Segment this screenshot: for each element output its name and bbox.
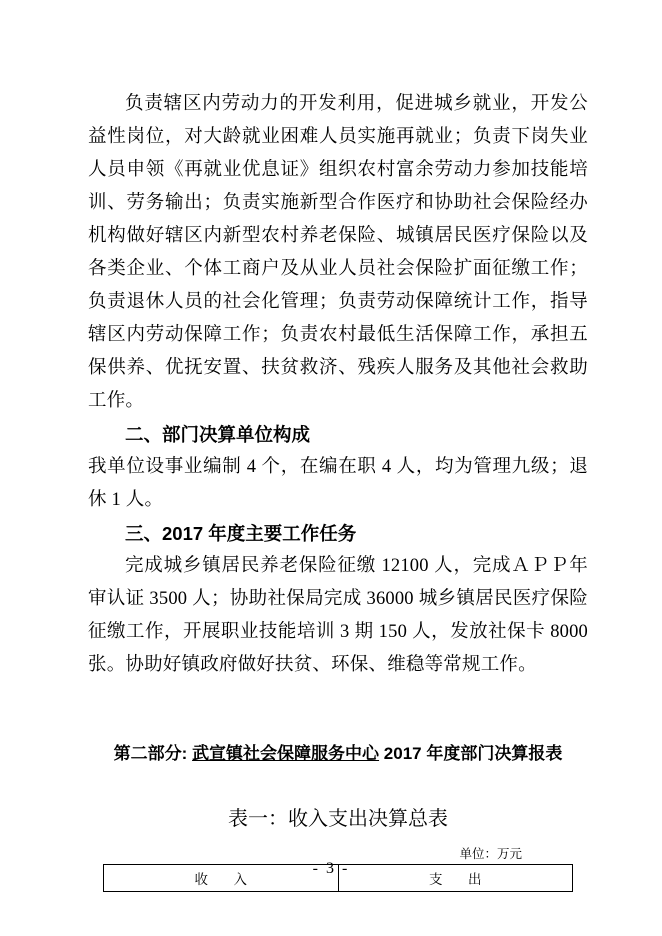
heading-section-two: 二、部门决算单位构成 <box>125 424 311 445</box>
heading-section-three: 三、2017 年度主要工作任务 <box>125 523 357 544</box>
part-two-title-suffix: 2017 年度部门决算报表 <box>383 744 563 763</box>
table-one-title: 表一：收入支出决算总表 <box>228 808 448 830</box>
vertical-spacer-2 <box>88 768 588 804</box>
page-number: - 3 - <box>312 860 350 877</box>
part-two-title-org: 武宣镇社会保障服务中心 <box>192 744 380 763</box>
table-header-expense: 支 出 <box>338 865 573 892</box>
part-two-title-prefix: 第二部分: <box>113 744 188 763</box>
paragraph-section-two: 我单位设事业编制 4 个，在编在职 4 人，均为管理九级；退休 1 人。 <box>88 457 588 510</box>
part-two-title <box>88 740 588 768</box>
table-header-income: 收 入 <box>104 865 339 892</box>
vertical-spacer <box>88 682 588 740</box>
paragraph-duties: 负责辖区内劳动力的开发利用，促进城乡就业，开发公益性岗位，对大龄就业困难人员实施再就业；负责下岗失业人员申领《再就业优息证》组织农村富余劳动力参加技能培训、劳务输出；负责实施新型合作医疗和协助社会保险经办机构做好辖区内新型农村养老保险、城镇居民医疗保险以及各类企业、个体工商户及从业人员社会保险扩面征缴工作；负责退休人员的社会化管理；负责劳动保障统计工作，指导辖区内劳动保障工作；负责农村最低生活保障工作，承担五保供养、优抚安置、扶贫救济、残疾人服务及其他社会救助工作。 <box>88 94 588 411</box>
paragraph-section-three: 完成城乡镇居民养老保险征缴 12100 人，完成ＡＰＰ年审认证 3500 人；协助社保局完成 36000 城乡镇居民医疗保险征缴工作，开展职业技能培训 3 期 150 人，发放社保卡 8000 张。协助好镇政府做好扶贫、环保、维稳等常规工作。 <box>88 556 588 675</box>
table-unit-label: 单位：万元 <box>459 847 522 861</box>
vertical-spacer-4 <box>88 834 588 844</box>
